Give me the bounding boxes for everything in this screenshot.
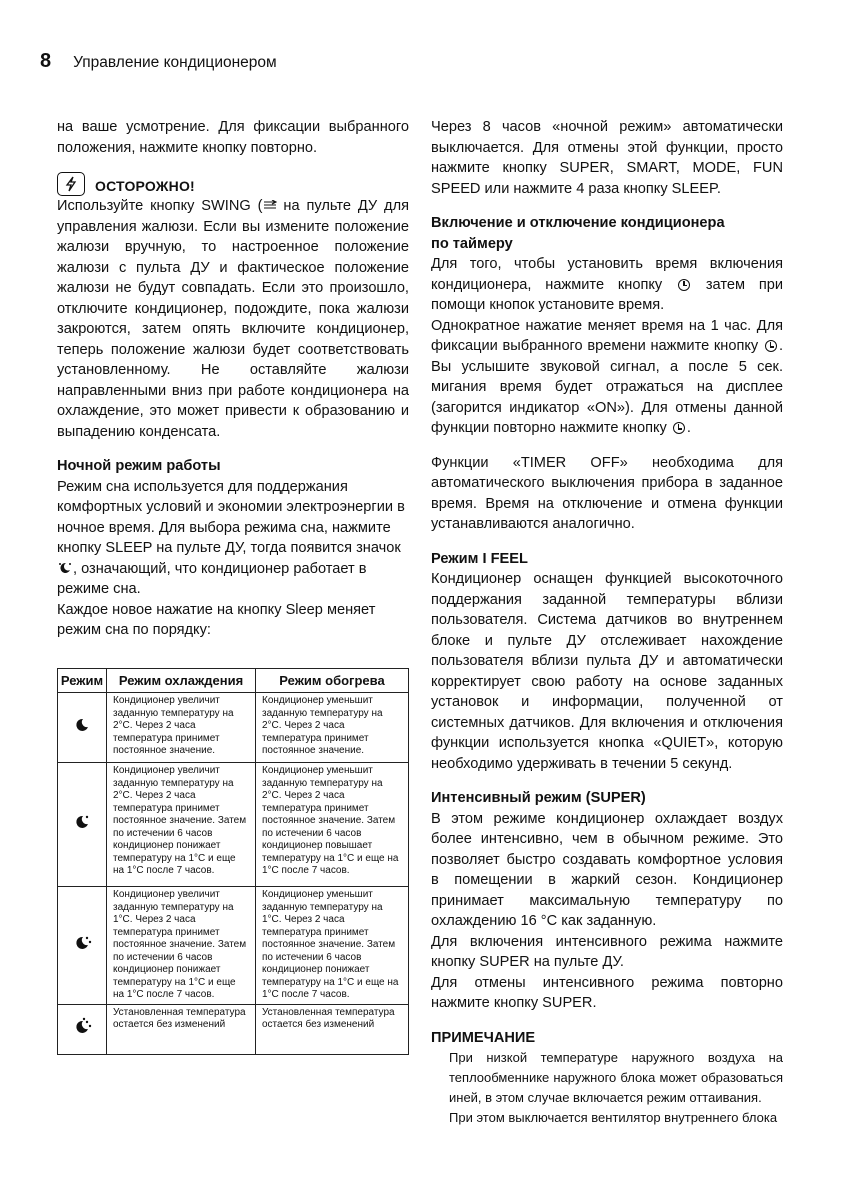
cool-cell: Установленная температура остается без изменений [107, 1004, 256, 1054]
night-mode-paragraph-1: Режим сна используется для поддержания комфортных условий и экономии электроэнергии в ночное время. Для выбора режима сна, нажмите кнопку SLEEP на пульте ДУ, тогда появится значок , означающий, что кондиционер работает в режиме сна. [57, 478, 405, 597]
cool-cell: Кондиционер увеличит заданную температуру на 2°С. Через 2 часа температура принимет постоянное значение. [107, 693, 256, 763]
ifeel-paragraph: Кондиционер оснащен функцией высокоточного поддержания заданной температуры вблизи пользователя. Система датчиков во внутреннем блоке и пульте ДУ отслеживает нахождение пользователя вблизи пульта ДУ и автоматически корректирует свою работу на основе заданных установок и информации, полученной от системных датчиков. Для включения и отключения функции используется кнопка «QUIET», которую необходимо удерживать в течении 5 секунд. [431, 571, 783, 772]
heat-cell: Кондиционер уменьшит заданную температуру на 2°С. Через 2 часа температура принимет постоянное значение. Затем по истечении 6 часов кондиционер повышает температуру на 1°С и еще на 1°С после 7 часов. [256, 763, 409, 887]
table-header-mode: Режим [58, 669, 107, 693]
table-header-heat: Режим обогрева [256, 669, 409, 693]
sleep-modes-table [57, 668, 409, 1055]
timer-off-paragraph: Функции «TIMER OFF» необходима для автоматического выключения прибора в заданное время. Время на отключение и отмена функции устанавливаются аналогично. [431, 454, 783, 532]
cool-cell: Кондиционер увеличит заданную температуру на 1°С. Через 2 часа температура принимет постоянное значение. Затем по истечении 6 часов кондиционер понижает температуру на 1°С и еще на 1°С после 7 часов. [107, 887, 256, 1005]
clock-icon [673, 422, 685, 434]
moon-three-stars-icon [58, 1004, 107, 1054]
timer-title: Включение и отключение кондиционера по таймеру [431, 215, 725, 252]
page-number: 8 [40, 50, 52, 72]
night-mode-paragraph-2: Каждое новое нажатие на кнопку Sleep меняет режим сна по порядку: [57, 601, 376, 638]
clock-icon [678, 279, 690, 291]
note-title: ПРИМЕЧАНИЕ [431, 1029, 536, 1046]
page-header [40, 50, 277, 76]
night-mode-title: Ночной режим работы [57, 458, 221, 474]
intro-paragraph: на ваше усмотрение. Для фиксации выбранного положения, нажмите кнопку повторно. [57, 119, 409, 156]
section-title: Управление кондиционером [73, 54, 277, 71]
timer-paragraph-1: Для того, чтобы установить время включения кондиционера, нажмите кнопку затем при помощи кнопок установите время. [431, 256, 784, 313]
table-row [58, 693, 409, 763]
table-row [58, 763, 409, 887]
night-end-paragraph: Через 8 часов «ночной режим» автоматически выключается. Для отмены этой функции, просто нажмите кнопку SUPER, SMART, MODE, FUN SPEED или нажмите 4 раза кнопку SLEEP. [431, 119, 783, 197]
timer-paragraph-2: Однократное нажатие меняет время на 1 час. Для фиксации выбранного времени нажмите кнопку . Вы услышите звуковой сигнал, а после 5 сек. мигания время будет отражаться на дисплее (загорится индикатор «ON»). Для отмены данной функции повторно нажмите кнопку . [431, 317, 783, 436]
caution-heading [57, 172, 409, 196]
moon-two-stars-icon [58, 887, 107, 1005]
note-paragraph-2: При этом выключается вентилятор внутреннего блока [449, 1110, 778, 1125]
ifeel-title: Режим I FEEL [431, 550, 528, 567]
moon-one-star-icon [58, 763, 107, 887]
heat-cell: Установленная температура остается без изменений [256, 1004, 409, 1054]
lightning-warning-icon [57, 172, 85, 196]
super-paragraph-2: Для включения интенсивного режима нажмите кнопку SUPER на пульте ДУ. [431, 933, 783, 970]
super-paragraph-1: В этом режиме кондиционер охлаждает воздух более интенсивно, чем в обычном режиме. Это позволяет быстро создавать комфортное условия в помещении в жаркий сезон. Кондиционер принимает максимальную температуру по охлаждению 16 °С как заданную. [431, 810, 783, 929]
table-row [58, 887, 409, 1005]
caution-title: ОСТОРОЖНО! [95, 177, 195, 194]
left-column [57, 117, 409, 641]
super-paragraph-3: Для отмены интенсивного режима повторно нажмите кнопку SUPER. [431, 974, 783, 1011]
caution-paragraph: Используйте кнопку SWING ( на пульте ДУ для управления жалюзи. Если вы измените положение жалюзи вручную, то настроенное положение жалюзи с пульта ДУ и фактическое положение жалюзи не будут совпадать. Если это произошло, отключите кондиционер, подождите, пока жалюзи закроются, затем опять включите кондиционер, теперь положение жалюзи будет соответствовать установленному. Не оставляйте жалюзи направленными вниз при работе кондиционера на охлаждение, это может привести к образованию и выпадению конденсата. [57, 198, 409, 440]
cool-cell: Кондиционер увеличит заданную температуру на 2°С. Через 2 часа температура принимет постоянное значение. Затем по истечении 6 часов кондиционер понижает температуру на 1°С и еще на 1°С после 7 часов. [107, 763, 256, 887]
super-title: Интенсивный режим (SUPER) [431, 790, 646, 806]
table-row [58, 1004, 409, 1054]
heat-cell: Кондиционер уменьшит заданную температуру на 2°С. Через 2 часа температура принимет постоянное значение. [256, 693, 409, 763]
heat-cell: Кондиционер уменьшит заданную температуру на 1°С. Через 2 часа температура принимет постоянное значение. Затем по истечении 6 часов кондиционер понижает температуру на 1°С и еще на 1°С после 7 часов. [256, 887, 409, 1005]
sleep-mode-icon [57, 561, 73, 575]
right-column [431, 117, 783, 1128]
note-paragraph-1: При низкой температуре наружного воздуха на теплообменнике наружного блока может образоваться иней, в этом случае включается режим оттаивания. [449, 1050, 783, 1105]
clock-icon [765, 340, 777, 352]
swing-icon [263, 200, 277, 210]
moon-icon [58, 693, 107, 763]
table-header-cool: Режим охлаждения [107, 669, 256, 693]
